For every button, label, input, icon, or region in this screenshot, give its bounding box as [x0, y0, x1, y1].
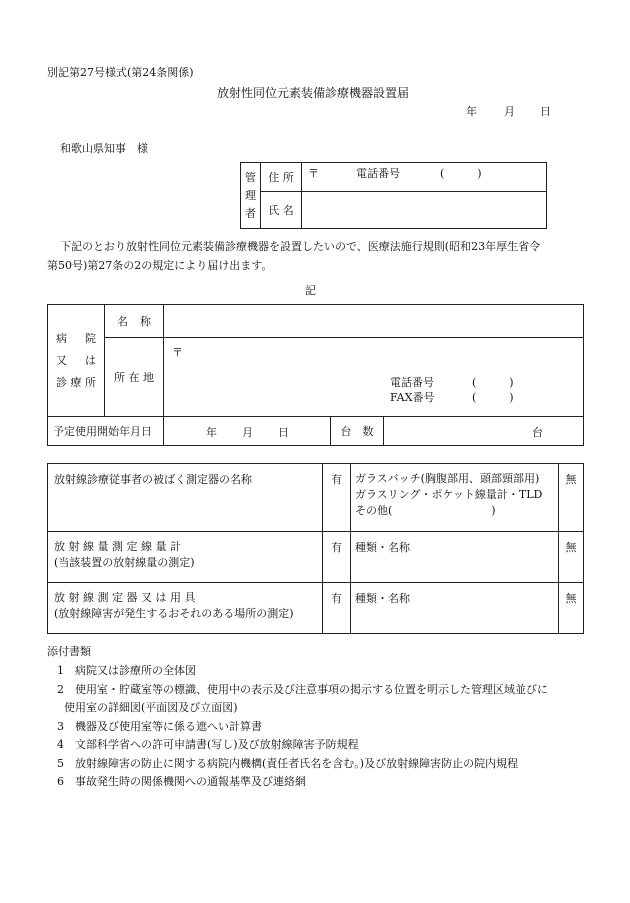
manager-label-char: 理	[245, 188, 256, 202]
count-field[interactable]	[384, 417, 584, 446]
attachment-item	[57, 718, 548, 737]
attachment-text: 病院又は診療所の全体図	[75, 664, 196, 677]
attachment-item	[57, 681, 548, 700]
intro-line-1: 下記のとおり放射性同位元素装備診療機器を設置したいので、医療法施行規則(昭和23年厚生省令	[60, 240, 541, 253]
facility-location-label: 所 在 地	[105, 338, 164, 417]
facility-label-char: 所	[85, 375, 96, 389]
postal-mark: 〒	[308, 167, 319, 180]
manager-address-label: 住 所	[261, 163, 302, 192]
date-month: 月	[504, 105, 515, 118]
manager-name-field[interactable]	[302, 192, 547, 229]
manager-label	[241, 163, 261, 229]
ki-label: 記	[305, 284, 316, 297]
facility-label-char: 院	[85, 331, 96, 345]
measuring-tool-label-line: 放 射 線 測 定 器 又 は 用 具	[54, 591, 196, 604]
facility-fax-paren: ( )	[472, 391, 514, 404]
manager-address-field[interactable]	[302, 163, 547, 192]
dose-meter-no[interactable]: 無	[559, 532, 584, 583]
facility-name-field[interactable]	[164, 305, 584, 338]
manager-phone-label: 電話番号	[356, 167, 400, 180]
dosimeter-detail-line: その他( )	[355, 504, 496, 517]
count-label: 台 数	[331, 417, 384, 446]
start-date-label: 予定使用開始年月日	[48, 417, 164, 446]
addressee: 和歌山県知事 様	[60, 142, 148, 155]
date-year: 年	[466, 105, 477, 118]
facility-label-char: 療	[70, 375, 82, 389]
postal-mark: 〒	[172, 346, 183, 359]
facility-label-line	[56, 328, 96, 350]
facility-label	[48, 305, 105, 417]
attachment-text: 事故発生時の関係機関への通報基準及び連絡網	[75, 775, 306, 788]
facility-label-char: は	[85, 353, 96, 367]
facility-label-line	[56, 350, 96, 372]
facility-name-label-char: 称	[140, 315, 151, 328]
attachment-text: 使用室・貯蔵室等の標識、使用中の表示及び注意事項の掲示する位置を明示した管理区域並びに	[75, 682, 548, 696]
start-date-field[interactable]	[164, 417, 331, 446]
attachment-text: 機器及び使用室等に係る遮へい計算書	[75, 719, 262, 733]
attachment-item	[57, 736, 548, 755]
manager-label-char: 者	[245, 206, 256, 220]
count-unit: 台	[532, 426, 543, 439]
facility-label-char: 病	[56, 331, 67, 345]
attachments-list	[57, 662, 548, 792]
dose-meter-yes[interactable]: 有	[323, 532, 351, 583]
attachment-num: 3	[57, 719, 64, 733]
date-day: 日	[540, 105, 551, 118]
manager-label-char: 管	[245, 170, 256, 184]
attachment-text: 使用室の詳細図(平面図及び立面図)	[64, 701, 238, 714]
attachment-num: 6	[57, 775, 64, 788]
dose-meter-label-line: 放 射 線 量 測 定 線 量 計	[54, 540, 181, 553]
measuring-tool-no[interactable]: 無	[559, 583, 584, 634]
attachments-heading: 添付書類	[47, 645, 91, 658]
start-year-label: 年	[206, 426, 217, 439]
attachment-item	[57, 755, 548, 774]
intro-line-2: 第50号)第27条の2の規定により届け出ます。	[47, 259, 273, 272]
attachment-item	[57, 662, 548, 681]
dose-meter-label	[48, 532, 323, 583]
equipment-table	[47, 463, 584, 634]
form-number: 別記第27号様式(第24条関係)	[47, 66, 194, 79]
facility-label-char: 診	[56, 375, 67, 389]
dosimeter-no[interactable]: 無	[559, 464, 584, 532]
facility-location-field[interactable]	[164, 338, 584, 417]
dosimeter-detail[interactable]	[351, 464, 559, 532]
facility-name-label	[105, 305, 164, 338]
dosimeter-label: 放射線診療従事者の被ばく測定器の名称	[48, 464, 323, 532]
manager-name-label: 氏 名	[261, 192, 302, 229]
measuring-tool-detail[interactable]: 種類・名称	[351, 583, 559, 634]
facility-label-char: 又	[56, 353, 67, 367]
dosimeter-detail-line: ガラスバッチ(胸腹部用、頭部頸部用)	[355, 472, 540, 485]
attachment-item	[57, 699, 548, 718]
dose-meter-label-line: (当該装置の放射線量の測定)	[54, 556, 195, 569]
facility-name-label-char: 名	[117, 315, 128, 328]
facility-table	[47, 304, 584, 446]
dose-meter-detail[interactable]: 種類・名称	[351, 532, 559, 583]
attachment-text: 文部科学省への許可申請書(写し)及び放射線障害予防規程	[75, 738, 359, 751]
manager-table	[240, 162, 547, 229]
start-day-label: 日	[278, 426, 289, 439]
facility-label-line	[56, 372, 96, 394]
facility-phone-label: 電話番号	[390, 376, 434, 389]
attachment-num: 4	[57, 738, 64, 751]
facility-fax-label: FAX番号	[390, 391, 435, 404]
attachment-num: 2	[57, 682, 64, 696]
measuring-tool-label	[48, 583, 323, 634]
measuring-tool-label-line: (放射線障害が発生するおそれのある場所の測定)	[54, 607, 294, 620]
attachment-num: 5	[57, 756, 64, 770]
facility-phone-paren: ( )	[472, 376, 514, 389]
start-month-label: 月	[242, 426, 253, 439]
form-title: 放射性同位元素装備診療機器設置届	[217, 86, 410, 100]
attachment-text: 放射線障害の防止に関する病院内機構(責任者氏名を含む。)及び放射線障害防止の院内規程	[75, 756, 519, 770]
dosimeter-yes[interactable]: 有	[323, 464, 351, 532]
attachment-item	[57, 773, 548, 792]
attachment-num: 1	[57, 664, 64, 677]
manager-phone-paren: ( )	[440, 167, 482, 180]
measuring-tool-yes[interactable]: 有	[323, 583, 351, 634]
dosimeter-detail-line: ガラスリング・ポケット線量計・TLD	[355, 488, 543, 501]
